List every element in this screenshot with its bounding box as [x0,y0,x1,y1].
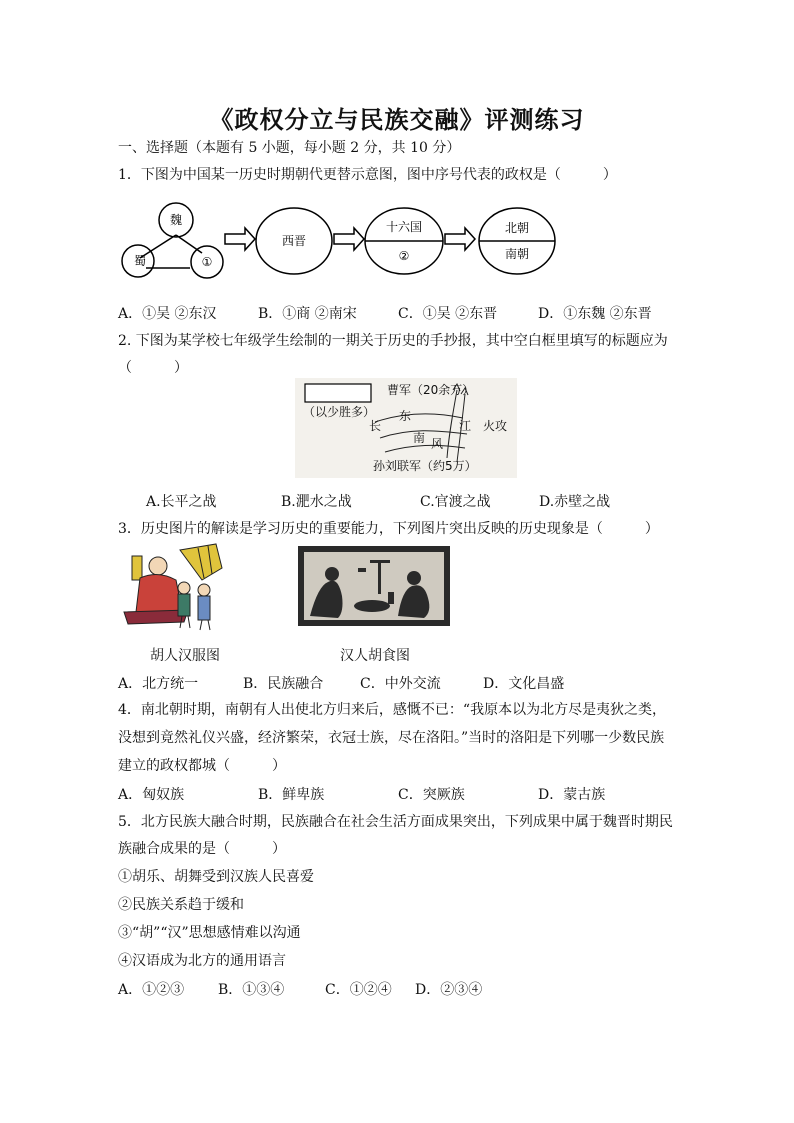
page-title: 《政权分立与民族交融》评测练习 [209,105,585,134]
sunliu-label: 孙刘联军（约5万） [373,459,477,473]
shiliuguo-label: 十六国 [385,220,423,234]
arrow-2 [334,228,364,250]
q3-option-c[interactable]: C．中外交流 [360,676,441,692]
q4-option-b[interactable]: B．鲜卑族 [258,787,325,803]
yishaosheng-label: （以少胜多） [303,405,376,419]
nan-label: 南 [413,431,426,445]
q5-item-4: ④汉语成为北方的通用语言 [118,953,286,969]
q2-handwritten-newspaper [295,378,517,478]
circle2-label: ② [398,249,410,263]
xijin-label: 西晋 [281,234,307,248]
q1-option-c[interactable]: C．①吴 ②东晋 [398,306,498,322]
q3-option-a[interactable]: A．北方统一 [118,676,199,692]
caption-hu-ren-han-fu: 胡人汉服图 [150,648,220,664]
q2-option-c[interactable]: C.官渡之战 [420,494,491,510]
q1-dynasty-diagram [110,198,560,288]
blank-title-box [305,384,371,402]
q4-option-d[interactable]: D．蒙古族 [538,787,606,803]
nanchao-label: 南朝 [504,247,530,261]
arrow-1 [225,228,255,250]
q2-option-d[interactable]: D.赤壁之战 [539,494,611,510]
beichao-label: 北朝 [504,221,530,235]
huogong-label: 火攻 [483,419,508,433]
section-heading: 一、选择题（本题有 5 小题，每小题 2 分，共 10 分） [118,140,461,156]
chang-label: 长 [369,419,382,433]
q3-option-d[interactable]: D．文化昌盛 [483,676,565,692]
q5-option-a[interactable]: A．①②③ [118,982,185,998]
caption-han-ren-hu-shi: 汉人胡食图 [340,648,410,664]
dong-label: 东 [399,409,412,423]
q4-option-a[interactable]: A．匈奴族 [118,787,185,803]
q5-option-c[interactable]: C．①②④ [325,982,392,998]
q5-option-d[interactable]: D．②③④ [415,982,483,998]
jiang-label: 江 [459,419,472,433]
q5-stem-line2: 族融合成果的是（ ） [118,841,286,857]
q5-item-2: ②民族关系趋于缓和 [118,897,244,913]
q4-stem-line2: 没想到竟然礼仪兴盛，经济繁荣，衣冠士族，尽在洛阳。”当时的洛阳是下列哪一少数民族 [118,730,665,746]
feng-label: 风 [431,437,444,451]
q4-option-c[interactable]: C．突厥族 [398,787,465,803]
hu-ren-han-fu-illustration [118,540,224,632]
wei-label: 魏 [169,213,183,227]
q2-stem-line1: 2. 下图为某学校七年级学生绘制的一期关于历史的手抄报，其中空白框里填写的标题应为 [118,333,668,349]
circle1-label: ① [201,255,213,269]
q5-option-b[interactable]: B．①③④ [218,982,285,998]
q2-stem-line2: （ ） [118,360,188,376]
q1-option-b[interactable]: B．①商 ②南宋 [258,306,357,322]
q5-item-1: ①胡乐、胡舞受到汉族人民喜爱 [118,869,314,885]
q1-stem: 1．下图为中国某一历史时期朝代更替示意图，图中序号代表的政权是（ ） [118,167,617,183]
q3-option-b[interactable]: B．民族融合 [243,676,324,692]
han-ren-hu-shi-rubbing [298,546,450,626]
q3-stem: 3．历史图片的解读是学习历史的重要能力，下列图片突出反映的历史现象是（ ） [118,521,659,537]
arrow-3 [445,228,475,250]
q1-option-a[interactable]: A．①吴 ②东汉 [118,306,217,322]
caojun-label: 曹军（20余万） [387,383,475,397]
q2-option-a[interactable]: A.长平之战 [146,494,217,510]
q4-stem-line3: 建立的政权都城（ ） [118,758,286,774]
q5-stem-line1: 5．北方民族大融合时期，民族融合在社会生活方面成果突出，下列成果中属于魏晋时期民 [118,814,673,830]
q1-option-d[interactable]: D．①东魏 ②东晋 [538,306,652,322]
q5-item-3: ③“胡”“汉”思想感情难以沟通 [118,925,301,941]
q4-stem-line1: 4．南北朝时期，南朝有人出使北方归来后，感慨不已：“我原本以为北方尽是夷狄之类， [118,702,667,718]
shu-label: 蜀 [133,254,147,268]
q2-option-b[interactable]: B.淝水之战 [281,494,352,510]
